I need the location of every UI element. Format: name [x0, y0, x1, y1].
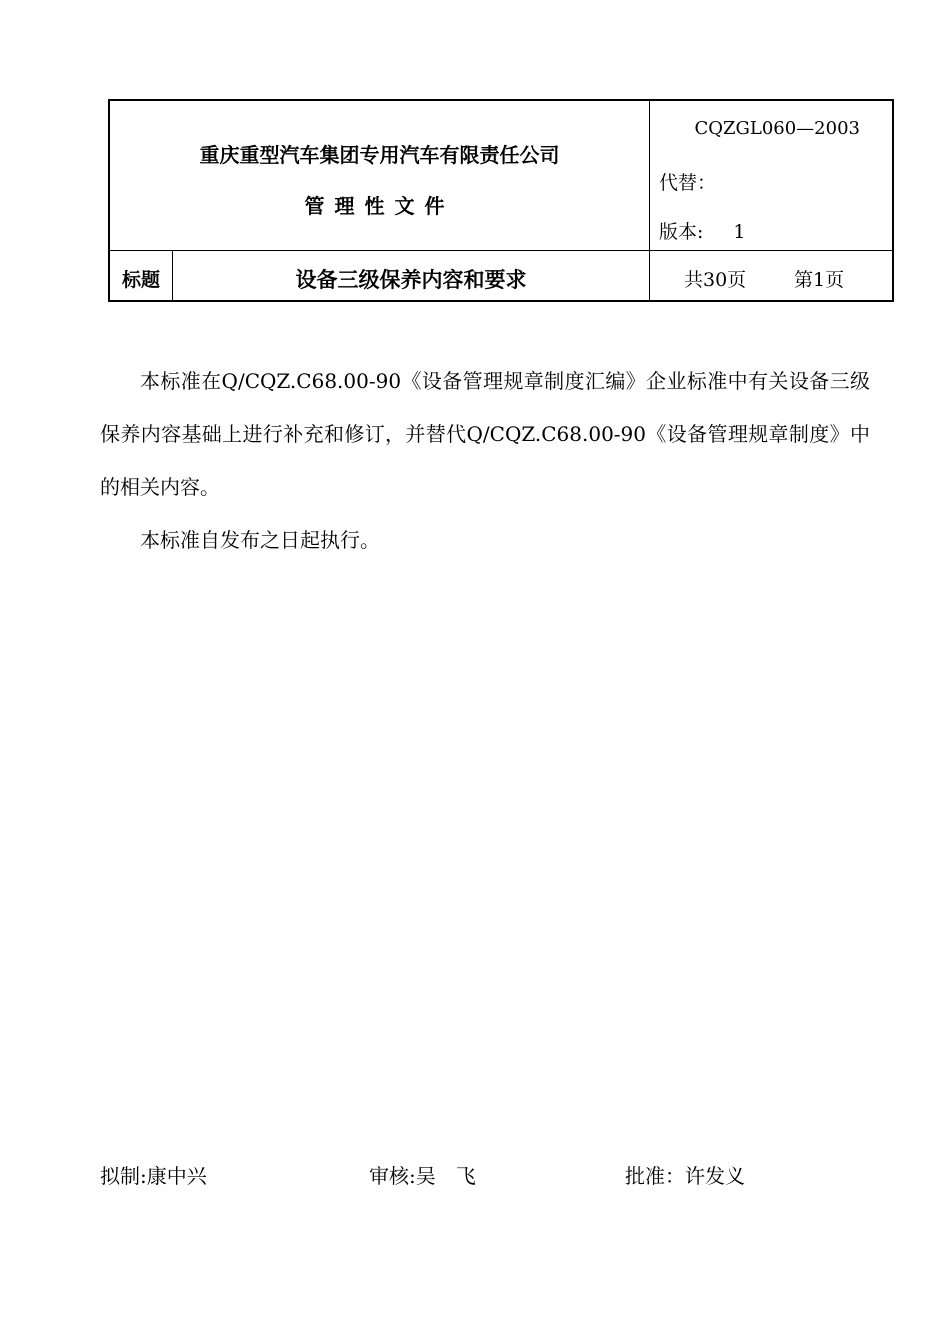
replaces-label: 代替：: [659, 172, 717, 194]
body-paragraph: 本标准自发布之日起执行。: [140, 528, 380, 552]
title-label: 标题: [121, 269, 160, 291]
title-cell: [173, 251, 650, 301]
version-line: [659, 217, 746, 244]
document-type: 管理性文件: [304, 194, 455, 218]
page-info-cell: [650, 251, 894, 301]
reviewer-signature: 审核:吴 飞: [369, 1164, 476, 1188]
current-page: 第1页: [794, 269, 845, 291]
drafter-signature: 拟制:康中兴: [100, 1164, 207, 1188]
title-label-cell: [110, 251, 173, 301]
document-code-cell: [650, 101, 894, 251]
version-label: 版本:: [659, 221, 704, 243]
version-value: 1: [733, 221, 746, 243]
company-name: 重庆重型汽车集团专用汽车有限责任公司: [199, 143, 560, 167]
document-code: CQZGL060—2003: [694, 118, 860, 139]
approver-signature: 批准：许发义: [625, 1164, 745, 1188]
document-title: 设备三级保养内容和要求: [295, 268, 527, 292]
total-pages: 共30页: [684, 269, 747, 291]
company-cell: [110, 101, 650, 251]
document-body: [100, 355, 870, 567]
body-paragraph: 本标准在Q/CQZ.C68.00-90《设备管理规章制度汇编》企业标准中有关设备三级保养内容基础上进行补充和修订，并替代Q/CQZ.C68.00-90《设备管理规章制度》中的相关内容。: [100, 369, 870, 499]
document-header-table: [108, 99, 894, 302]
